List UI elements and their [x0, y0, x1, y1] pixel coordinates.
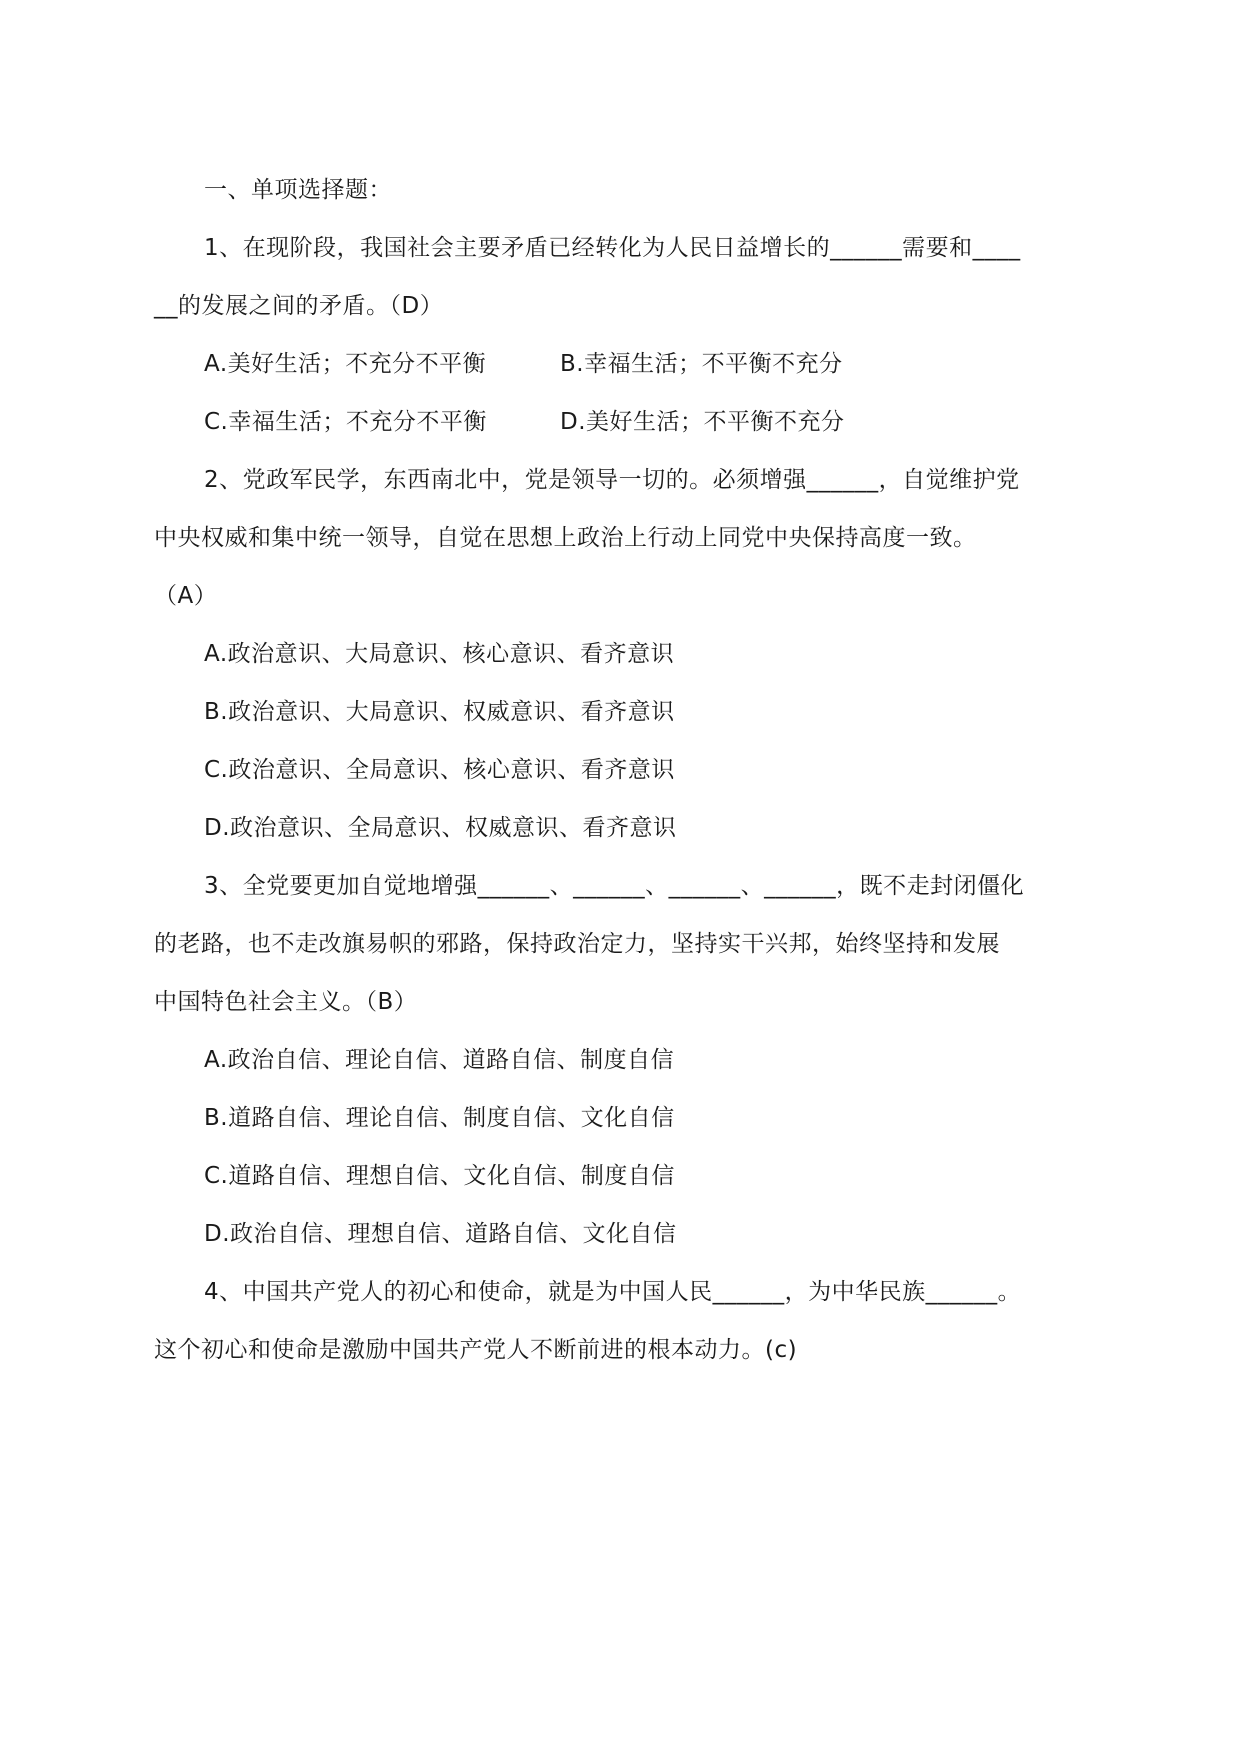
- question-3-option-d: D.政治自信、理想自信、道路自信、文化自信: [204, 1221, 677, 1247]
- question-1-line-1: 1、在现阶段，我国社会主要矛盾已经转化为人民日益增长的______需要和____: [204, 235, 1021, 261]
- section-title: 一、单项选择题：: [204, 177, 392, 203]
- question-1-option-a: A.美好生活；不充分不平衡: [204, 351, 487, 377]
- question-4-line-1: 4、中国共产党人的初心和使命，就是为中国人民______，为中华民族______。: [204, 1279, 1022, 1305]
- question-1-option-b: B.幸福生活；不平衡不充分: [560, 351, 843, 377]
- question-2-line-2: 中央权威和集中统一领导，自觉在思想上政治上行动上同党中央保持高度一致。: [154, 525, 977, 551]
- question-1-option-c: C.幸福生活；不充分不平衡: [204, 409, 487, 435]
- question-2-option-d: D.政治意识、全局意识、权威意识、看齐意识: [204, 815, 677, 841]
- question-2-option-a: A.政治意识、大局意识、核心意识、看齐意识: [204, 641, 675, 667]
- question-1-line-2: __的发展之间的矛盾。（D）: [154, 293, 444, 319]
- question-3-option-b: B.道路自信、理论自信、制度自信、文化自信: [204, 1105, 675, 1131]
- question-2-option-b: B.政治意识、大局意识、权威意识、看齐意识: [204, 699, 675, 725]
- question-2-option-c: C.政治意识、全局意识、核心意识、看齐意识: [204, 757, 675, 783]
- question-2-answer: （A）: [154, 583, 218, 609]
- question-4-line-2: 这个初心和使命是激励中国共产党人不断前进的根本动力。(c): [154, 1337, 798, 1363]
- question-1-option-d: D.美好生活；不平衡不充分: [560, 409, 845, 435]
- question-3-option-c: C.道路自信、理想自信、文化自信、制度自信: [204, 1163, 675, 1189]
- question-3-line-1: 3、全党要更加自觉地增强______、______、______、______，既不走封闭僵化: [204, 873, 1025, 899]
- question-3-line-3: 中国特色社会主义。（B）: [154, 989, 418, 1015]
- question-3-line-2: 的老路，也不走改旗易帜的邪路，保持政治定力，坚持实干兴邦，始终坚持和发展: [154, 931, 1000, 957]
- question-3-option-a: A.政治自信、理论自信、道路自信、制度自信: [204, 1047, 675, 1073]
- question-2-line-1: 2、党政军民学，东西南北中，党是领导一切的。必须增强______，自觉维护党: [204, 467, 1020, 493]
